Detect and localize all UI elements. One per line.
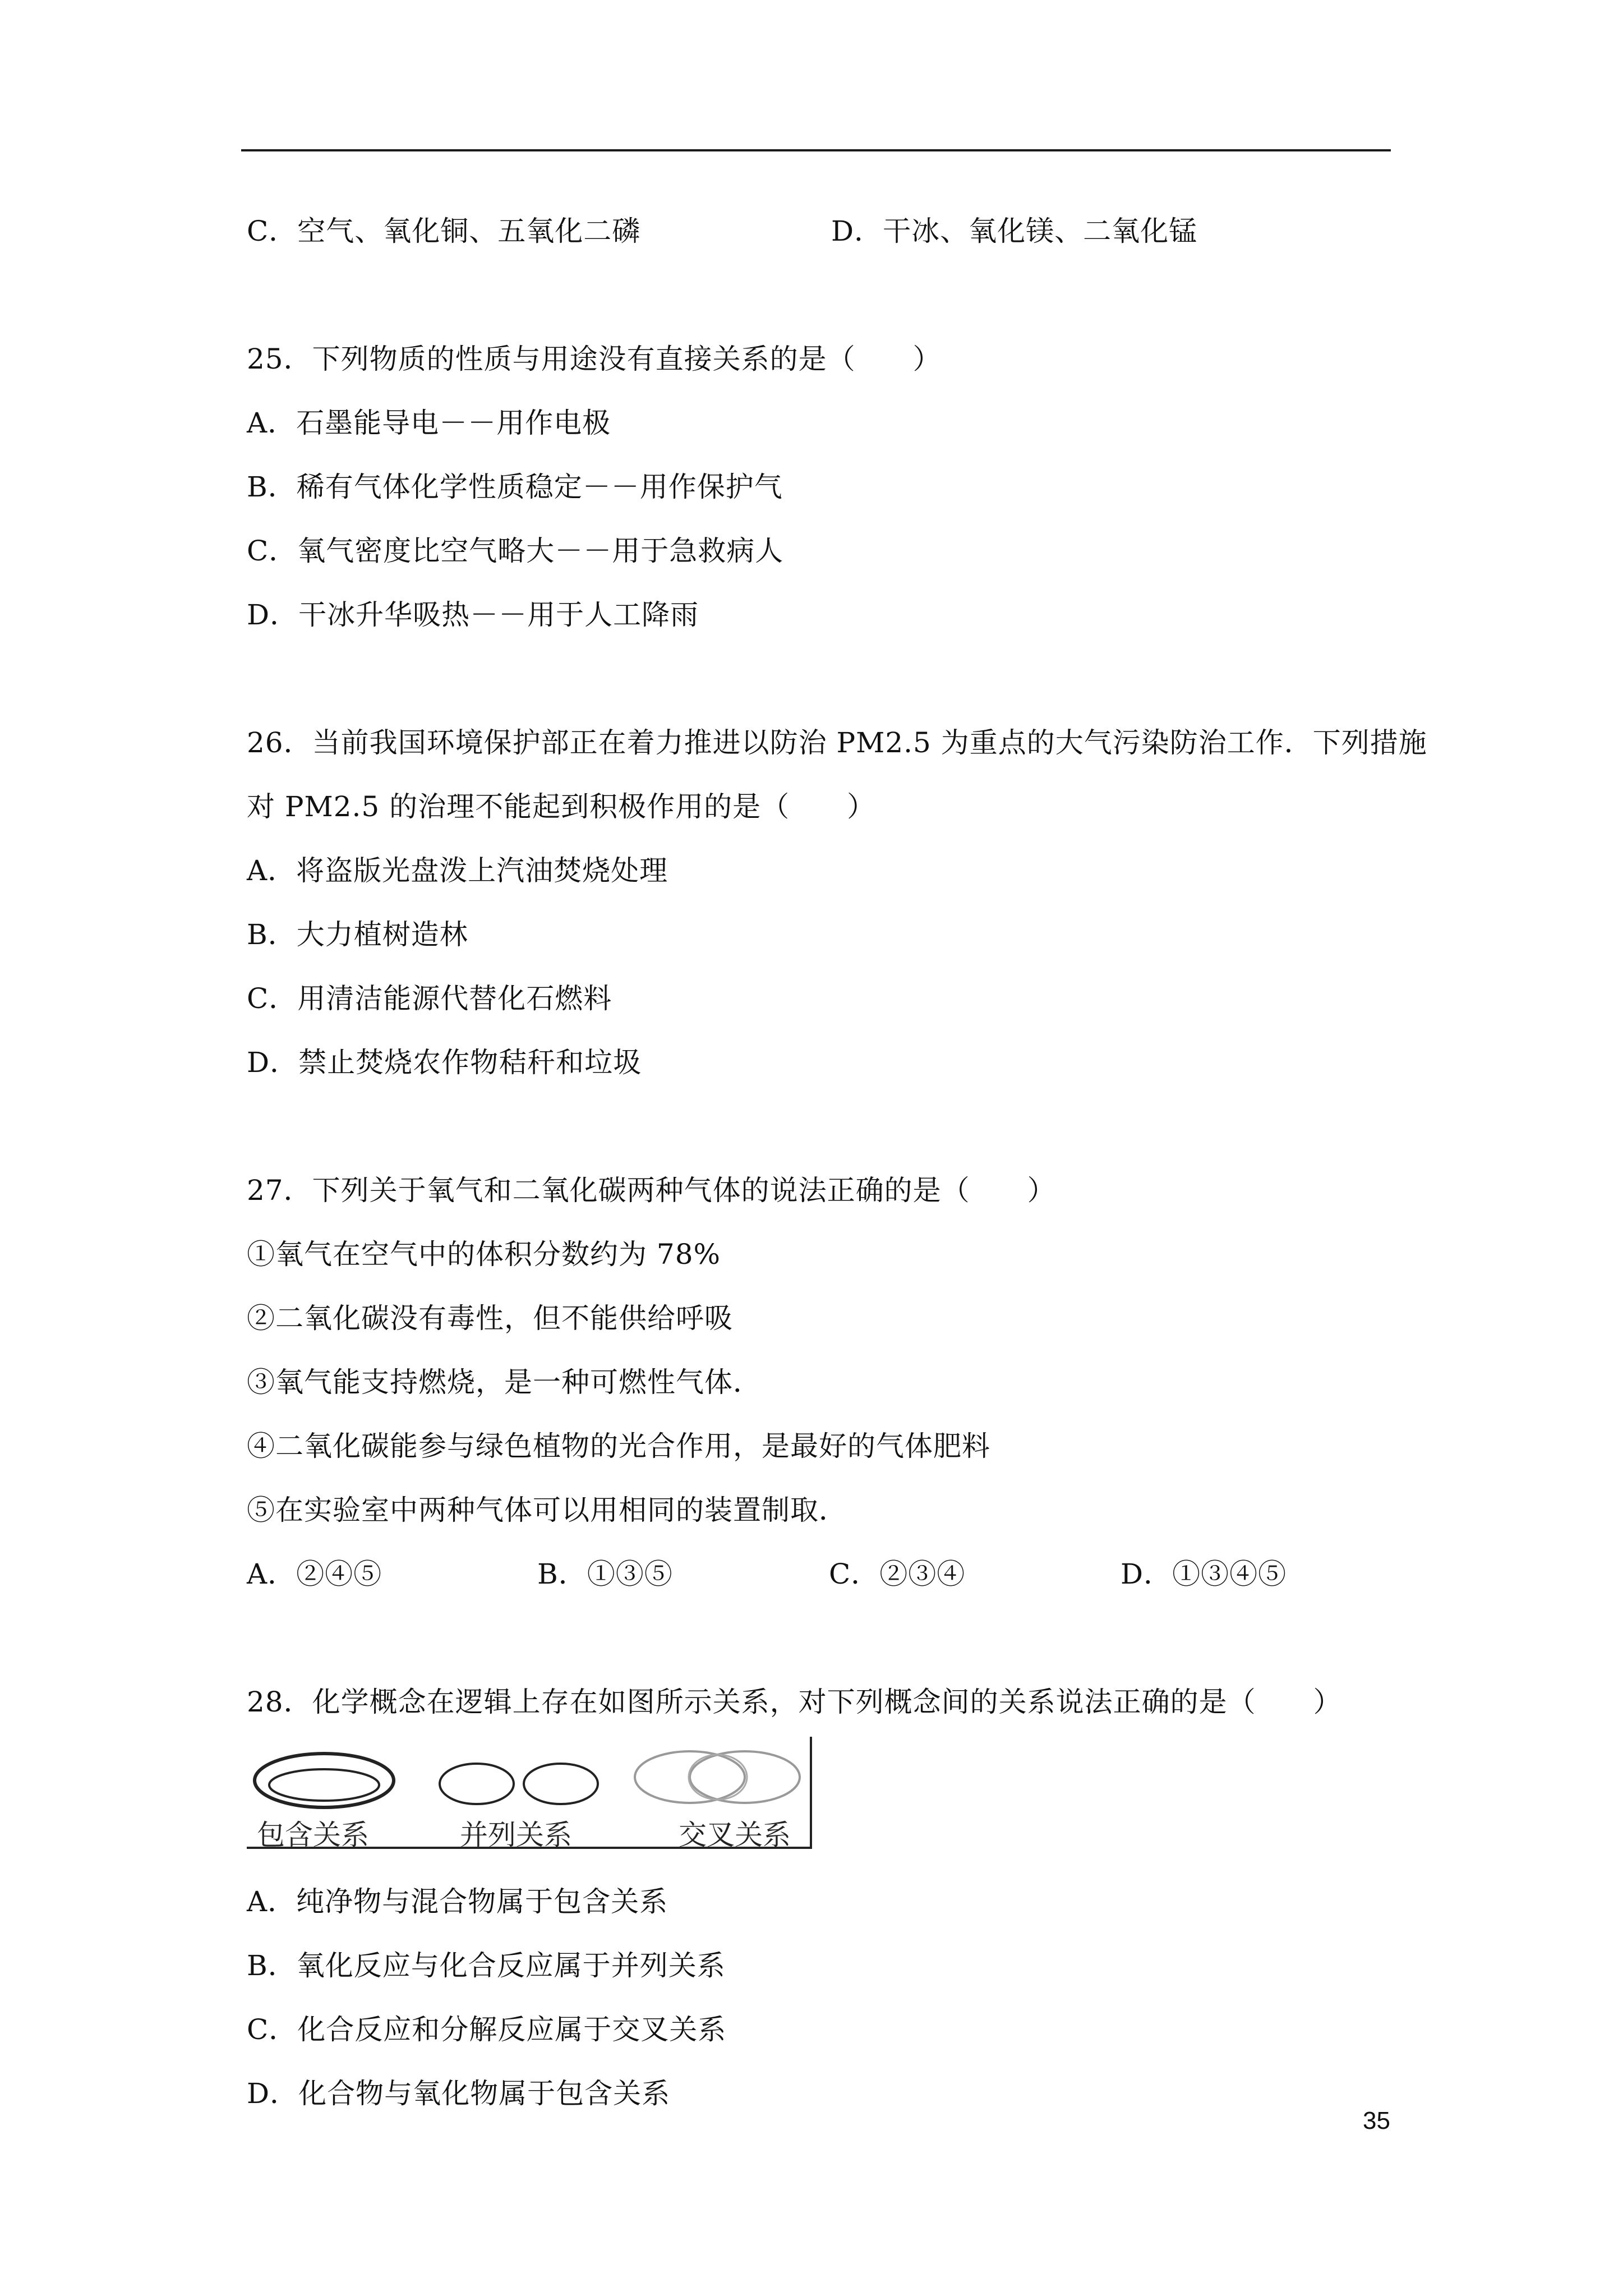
q27-statement-3: ③氧气能支持燃烧，是一种可燃性气体．: [247, 1366, 762, 1398]
figure-label-intersection: 交叉关系: [679, 1819, 791, 1851]
q28-stem: 28．化学概念在逻辑上存在如图所示关系，对下列概念间的关系说法正确的是（ ）: [247, 1686, 1342, 1718]
q25-option-d: D．干冰升华吸热－－用于人工降雨: [247, 599, 699, 631]
q25-stem: 25．下列物质的性质与用途没有直接关系的是（ ）: [247, 343, 942, 375]
q28-option-c: C．化合反应和分解反应属于交叉关系: [247, 2013, 727, 2046]
header-rule: [241, 149, 1391, 151]
page-number: 35: [1363, 2107, 1390, 2134]
q25-option-a: A．石墨能导电－－用作电极: [247, 407, 611, 439]
q27-option-a: A．②④⑤: [247, 1558, 382, 1590]
q24-option-c: C．空气、氧化铜、五氧化二磷: [247, 215, 641, 247]
q25-option-c: C．氧气密度比空气略大－－用于急救病人: [247, 535, 784, 567]
q27-statement-2: ②二氧化碳没有毒性，但不能供给呼吸: [247, 1302, 733, 1335]
q27-option-d: D．①③④⑤: [1121, 1558, 1287, 1590]
q26-option-a: A．将盗版光盘泼上汽油焚烧处理: [247, 854, 668, 887]
q28-option-b: B．氧化反应与化合反应属于并列关系: [247, 1949, 726, 1982]
q27-stem: 27．下列关于氧气和二氧化碳两种气体的说法正确的是（ ）: [247, 1174, 1056, 1207]
q27-option-c: C．②③④: [829, 1558, 966, 1590]
q28-option-d: D．化合物与氧化物属于包含关系: [247, 2077, 671, 2110]
q27-option-b: B．①③⑤: [537, 1558, 673, 1590]
q25-option-b: B．稀有气体化学性质稳定－－用作保护气: [247, 471, 783, 503]
figure-label-parallel: 并列关系: [460, 1819, 572, 1851]
inclusion-diagram: [255, 1754, 394, 1807]
intersection-diagram: [635, 1751, 800, 1803]
q26-option-c: C．用清洁能源代替化石燃料: [247, 982, 612, 1015]
q28-option-a: A．纯净物与混合物属于包含关系: [247, 1885, 668, 1918]
q26-option-b: B．大力植树造林: [247, 918, 468, 951]
q27-statement-4: ④二氧化碳能参与绿色植物的光合作用，是最好的气体肥料: [247, 1430, 990, 1462]
q26-option-d: D．禁止焚烧农作物秸秆和垃圾: [247, 1046, 642, 1079]
q26-stem-line1: 26．当前我国环境保护部正在着力推进以防治 PM2.5 为重点的大气污染防治工作．下列措施: [247, 726, 1427, 759]
figure-label-inclusion: 包含关系: [257, 1819, 369, 1851]
concept-relation-figure: [247, 1737, 813, 1855]
q24-option-d: D．干冰、氧化镁、二氧化锰: [831, 215, 1198, 247]
q27-statement-5: ⑤在实验室中两种气体可以用相同的装置制取．: [247, 1494, 847, 1526]
q27-statement-1: ①氧气在空气中的体积分数约为 78%: [247, 1238, 721, 1271]
q26-stem-line2: 对 PM2.5 的治理不能起到积极作用的是（ ）: [247, 790, 876, 823]
parallel-diagram: [440, 1764, 598, 1804]
